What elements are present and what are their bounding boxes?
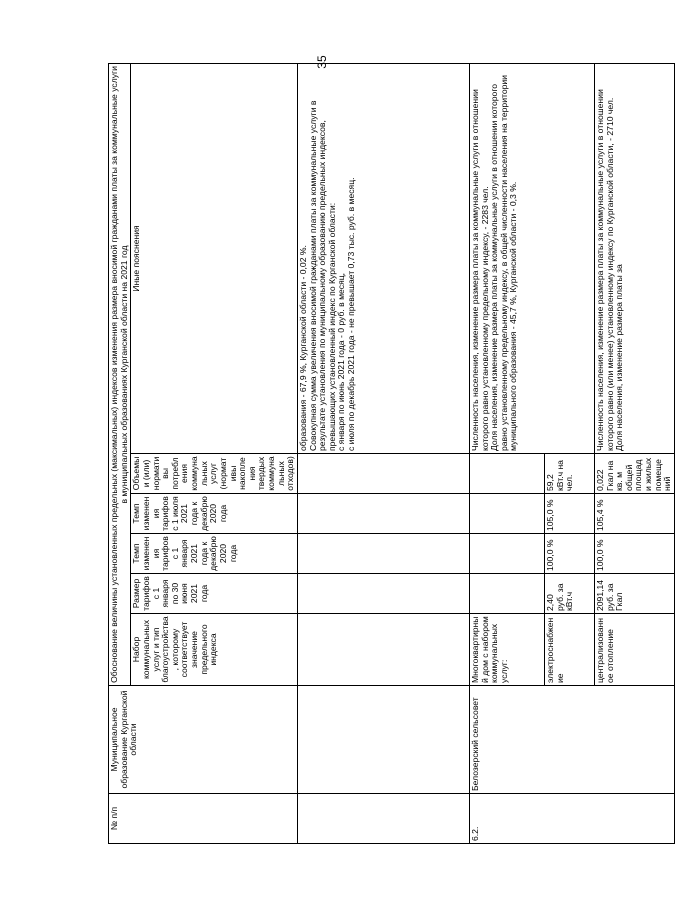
continuation-notes: образования - 67,9 %, Курганской области - 0,02 %. Совокупная сумма увеличения вносимой гражданами платы за коммунальные услуги в результате установления по муниципальному образованию предельных индексов, превышающих установленный индекс по Курганской области: с января по июнь 2021 года - 0 руб. в месяц, с июля по декабрь 2021 года - не превышает 0,73 тыс. руб. в месяц.	[297, 63, 469, 453]
electricity-tariff: 2,40 руб. за кВт.ч	[544, 574, 594, 614]
electricity-notes: Численность населения, изменение размера платы за коммунальные услуги в отношении которого равно установленному предельному индексу, - 2283 чел. Доля населения, изменение размера платы за коммунальные услуги в отношении которого равно установленному предельному индексу, в общей численности населения на территории муниципального образования - 45,7 %, Курганской области - 0,3 %.	[469, 63, 594, 453]
heating-notes: Численность населения, изменение размера платы за коммунальные услуги в отношении которого равно (или менее) установленному индексу по Курганской области, - 2710 чел. Доля населения, изменение размера платы за	[594, 63, 674, 453]
page-number: 35	[315, 55, 329, 69]
tariff-justification-table	[108, 63, 675, 844]
electricity-service: электроснабжение	[544, 614, 594, 686]
row-municipality: Белозерский сельсовет	[469, 686, 674, 794]
cell-empty	[469, 494, 544, 534]
heating-rate-jul: 105,4 %	[594, 494, 674, 534]
heating-rate-jan: 100,0 %	[594, 534, 674, 574]
electricity-volume: 59,2 кВт.ч на чел.	[544, 454, 594, 494]
row-service-header: Многоквартирный дом с набором коммунальных услуг:	[469, 614, 544, 686]
cell-empty	[297, 454, 469, 494]
heating-service: централизованное отопление	[594, 614, 674, 686]
header-justification-title: Обоснование величины установленных предельных (максимальных) индексов изменения размера вносимой гражданами платы за коммунальные услуги в муниципальных образованиях Курганской области на 2021 год	[109, 63, 131, 685]
cell-empty	[297, 686, 469, 794]
electricity-rate-jul: 105,0 %	[544, 494, 594, 534]
cell-empty	[297, 534, 469, 574]
table-header-row	[109, 63, 131, 843]
header-municipality: Муниципальное образование Курганской области	[109, 686, 298, 794]
cell-empty	[297, 574, 469, 614]
cell-empty	[297, 614, 469, 686]
cell-empty	[469, 534, 544, 574]
header-tariff-rate-jul: Темп изменения тарифов с 1 июля 2021 года к декабрю 2020 года	[131, 494, 298, 534]
electricity-rate-jan: 100,0 %	[544, 534, 594, 574]
header-tariff-rate-jan: Темп изменения тарифов с 1 января 2021 года к декабрю 2020 года	[131, 534, 298, 574]
heating-volume: 0,022 Гкал на кв. м общей площади жилых помещений	[594, 454, 674, 494]
row-number: 6.2.	[469, 794, 674, 844]
header-volume: Объемы и (или) нормативы потребления коммунальных услуг (нормативы накопления твердых коммунальных отходов)	[131, 454, 298, 494]
table-row	[469, 63, 544, 843]
heating-tariff: 2091,14 руб. за Гкал	[594, 574, 674, 614]
header-tariff-size: Размер тарифов с 1 января по 30 июня 2021 года	[131, 574, 298, 614]
table-row	[297, 63, 469, 843]
rotated-table-page	[108, 64, 673, 844]
header-num: № п/п	[109, 794, 298, 844]
header-service: Набор коммунальных услуг и тип благоустройства, которому соответствует значение предельного индекса	[131, 614, 298, 686]
header-notes: Иные пояснения	[131, 63, 298, 453]
cell-empty	[469, 574, 544, 614]
cell-empty	[469, 454, 544, 494]
cell-empty	[297, 494, 469, 534]
cell-empty	[297, 794, 469, 844]
